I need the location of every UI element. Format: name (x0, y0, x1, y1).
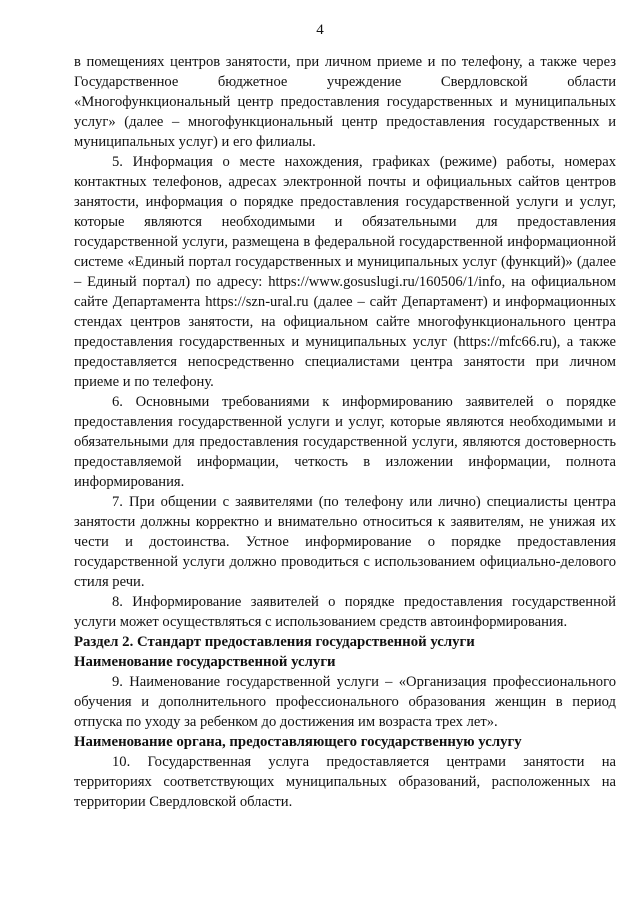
section-heading: Раздел 2. Стандарт предоставления государственной услуги (74, 634, 475, 650)
document-body (74, 52, 616, 812)
paragraph-10: 10. Государственная услуга предоставляется центрами занятости на территориях соответствующих муниципальных образований, расположенных на территории Свердловской области. (74, 754, 616, 810)
subheading-service-name: Наименование государственной услуги (74, 654, 336, 670)
subheading-authority-name: Наименование органа, предоставляющего государственную услугу (74, 734, 522, 750)
paragraph-9: 9. Наименование государственной услуги – «Организация профессионального обучения и дополнительного профессионального образования женщин в период отпуска по уходу за ребенком до достижения им возраста трех лет». (74, 674, 616, 730)
paragraph-5: 5. Информация о месте нахождения, графиках (режиме) работы, номерах контактных телефонов, адресах электронной почты и официальных сайтов центров занятости, информация о порядке предоставления государственной услуги и услуг, которые являются необходимыми и обязательными для предоставления государственной услуги, размещена в федеральной государственной информационной системе «Единый портал государственных и муниципальных услуг (функций)» (далее – Единый портал) по адресу: https://www.gosuslugi.ru/160506/1/info, на официальном сайте Департамента https://szn-ural.ru (далее – сайт Департамент) и информационных стендах центров занятости, на официальном сайте многофункционального центра предоставления государственных и муниципальных услуг (https://mfc66.ru), а также предоставляется непосредственно специалистами центра занятости при личном приеме и по телефону. (74, 154, 616, 390)
page-number: 4 (316, 22, 324, 38)
paragraph-8: 8. Информирование заявителей о порядке предоставления государственной услуги может осуществляться с использованием средств автоинформирования. (74, 594, 616, 630)
paragraph-intro-continuation: в помещениях центров занятости, при личном приеме и по телефону, а также через Государственное бюджетное учреждение Свердловской области «Многофункциональный центр предоставления государственных и муниципальных услуг» (далее – многофункциональный центр предоставления государственных и муниципальных услуг) и его филиалы. (74, 54, 616, 150)
paragraph-7: 7. При общении с заявителями (по телефону или лично) специалисты центра занятости должны корректно и внимательно относиться к заявителям, не унижая их чести и достоинства. Устное информирование о порядке предоставления государственной услуги должно проводиться с использованием официально-делового стиля речи. (74, 494, 616, 590)
paragraph-6: 6. Основными требованиями к информированию заявителей о порядке предоставления государственной услуги и услуг, которые являются необходимыми и обязательными для предоставления государственной услуги, являются достоверность предоставляемой информации, четкость в изложении информации, полнота информирования. (74, 394, 616, 490)
